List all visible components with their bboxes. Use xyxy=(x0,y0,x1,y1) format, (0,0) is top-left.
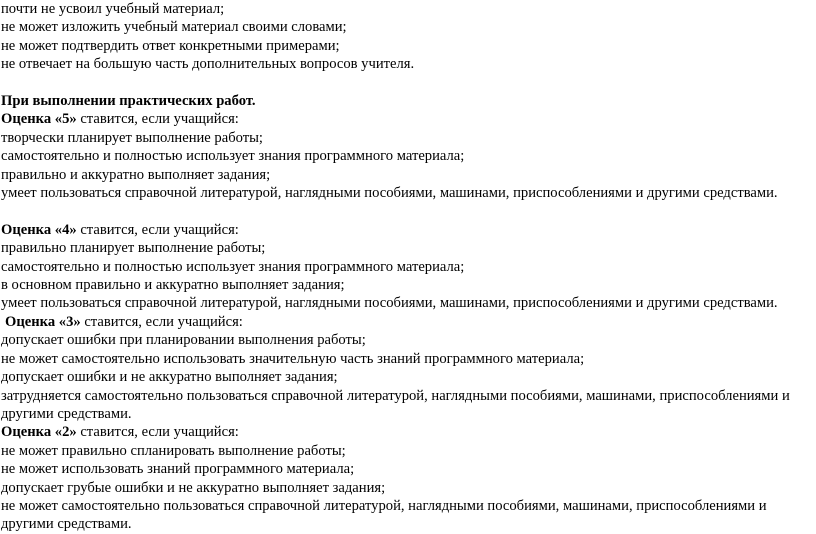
list-item: правильно и аккуратно выполняет задания; xyxy=(1,166,271,183)
spacer xyxy=(1,202,799,220)
list-item: затрудняется самостоятельно пользоваться справочной литературой, наглядными пособиями, машинами, приспособлениями и другими средствами. xyxy=(1,387,790,422)
section-heading: При выполнении практических работ. xyxy=(1,93,256,110)
list-item: допускает грубые ошибки и не аккуратно выполняет задания; xyxy=(1,479,386,496)
grade-4-block xyxy=(1,221,799,313)
list-item: не отвечает на большую часть дополнительных вопросов учителя. xyxy=(1,56,415,73)
list-item: не может правильно спланировать выполнение работы; xyxy=(1,442,346,459)
grade-5-suffix: ставится, если учащийся: xyxy=(76,111,239,128)
grade-4-label: Оценка «4» xyxy=(1,221,77,238)
list-item: в основном правильно и аккуратно выполняет задания; xyxy=(1,277,345,294)
list-item: самостоятельно и полностью использует знания программного материала; xyxy=(1,148,465,165)
grade-3-suffix: ставится, если учащийся: xyxy=(80,313,243,330)
list-item: не может изложить учебный материал своими словами; xyxy=(1,19,347,36)
grade-4-heading xyxy=(1,221,799,239)
intro-list xyxy=(1,0,799,74)
list-item: не может подтвердить ответ конкретными примерами; xyxy=(1,37,340,54)
list-item: умеет пользоваться справочной литературой, наглядными пособиями, машинами, приспособлениями и другими средствами. xyxy=(1,185,778,202)
list-item: не может самостоятельно пользоваться справочной литературой, наглядными пособиями, машинами, приспособлениями и другими средствами. xyxy=(1,497,767,533)
grade-2-suffix: ставится, если учащийся: xyxy=(76,424,239,441)
grade-5-label: Оценка «5» xyxy=(1,111,77,128)
grade-5-block xyxy=(1,110,799,202)
list-item: правильно планирует выполнение работы; xyxy=(1,240,266,257)
grade-5-heading xyxy=(1,110,799,128)
spacer xyxy=(1,74,799,92)
grade-2-heading xyxy=(1,423,799,441)
list-item: умеет пользоваться справочной литературой, наглядными пособиями, машинами, приспособлениями и другими средствами. xyxy=(1,295,778,312)
grade-3-label: Оценка «3» xyxy=(5,313,81,330)
list-item: не может самостоятельно использовать значительную часть знаний программного материала; xyxy=(1,350,585,367)
grade-3-block xyxy=(1,313,799,423)
list-item: не может использовать знаний программного материала; xyxy=(1,461,355,478)
grade-4-suffix: ставится, если учащийся: xyxy=(76,221,239,238)
list-item: почти не усвоил учебный материал; xyxy=(1,1,225,17)
list-item: допускает ошибки при планировании выполнения работы; xyxy=(1,332,366,349)
list-item: самостоятельно и полностью использует знания программного материала; xyxy=(1,258,465,275)
list-item: допускает ошибки и не аккуратно выполняет задания; xyxy=(1,369,338,386)
list-item: творчески планирует выполнение работы; xyxy=(1,129,263,146)
grade-3-heading xyxy=(1,313,799,331)
grade-2-block xyxy=(1,423,799,533)
grade-2-label: Оценка «2» xyxy=(1,424,77,441)
